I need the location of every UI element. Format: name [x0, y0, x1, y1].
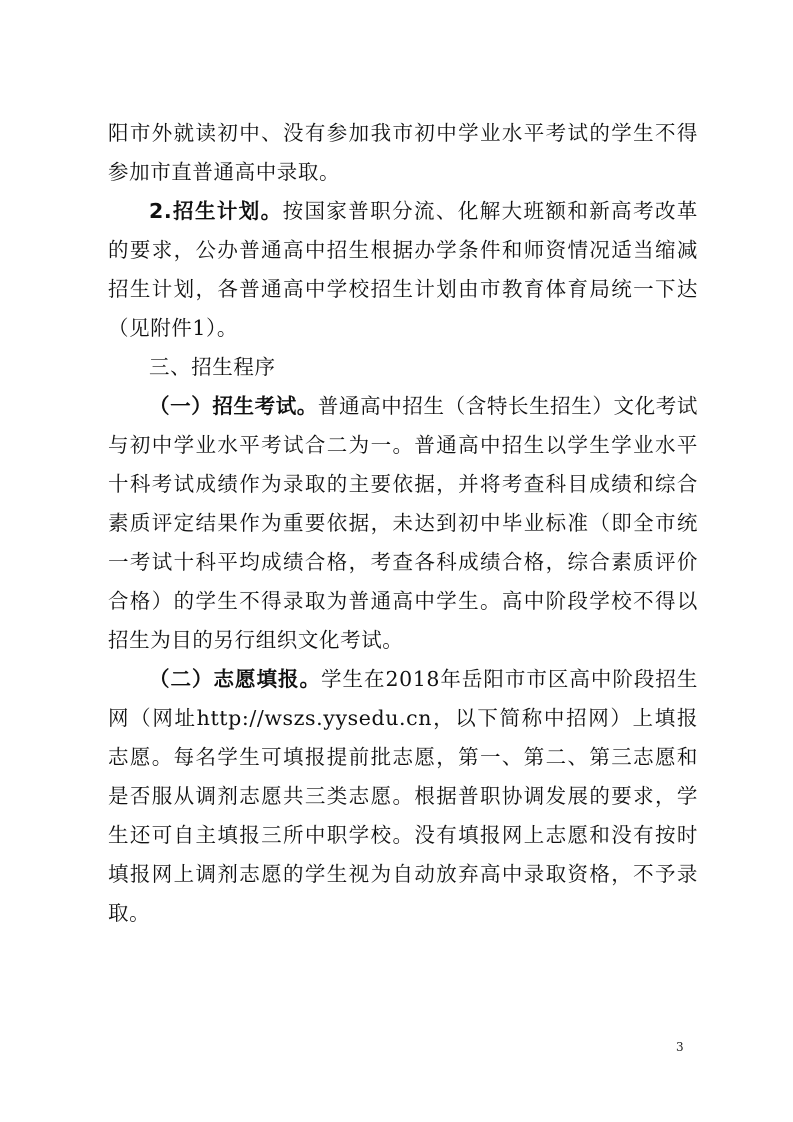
paragraph-text: 阳市外就读初中、没有参加我市初中学业水平考试的学生不得参加市直普通高中录取。 — [108, 121, 698, 184]
paragraph-bold-lead: （一）招生考试。 — [149, 394, 318, 418]
paragraph-enrollment-plan — [108, 192, 698, 348]
document-body — [108, 114, 698, 933]
paragraph-text: 学生在2018年岳阳市市区高中阶段招生网（网址http://wszs.yysedu.cn，以下简称中招网）上填报志愿。每名学生可填报提前批志愿，第一、第二、第三志愿和是否服从调剂志愿共三类志愿。根据普职协调发展的要求，学生还可自主填报三所中职学校。没有填报网上志愿和没有按时填报网上调剂志愿的学生视为自动放弃高中录取资格，不予录取。 — [108, 667, 698, 925]
paragraph-bold-lead: （二）志愿填报。 — [149, 667, 321, 691]
paragraph-text: 普通高中招生（含特长生招生）文化考试与初中学业水平考试合二为一。普通高中招生以学生学业水平十科考试成绩作为录取的主要依据，并将考查科目成绩和综合素质评定结果作为重要依据，未达到初中毕业标准（即全市统一考试十科平均成绩合格，考查各科成绩合格，综合素质评价合格）的学生不得录取为普通高中学生。高中阶段学校不得以招生为目的另行组织文化考试。 — [108, 394, 698, 652]
page-number: 3 — [676, 1040, 684, 1054]
paragraph-application — [108, 660, 698, 933]
paragraph-continuation — [108, 114, 698, 192]
paragraph-bold-lead: 2.招生计划。 — [149, 199, 283, 223]
paragraph-exam — [108, 387, 698, 660]
paragraph-text: 按国家普职分流、化解大班额和新高考改革的要求，公办普通高中招生根据办学条件和师资情况适当缩减招生计划，各普通高中学校招生计划由市教育体育局统一下达（见附件1）。 — [108, 199, 698, 340]
section-heading: 三、招生程序 — [149, 355, 276, 379]
